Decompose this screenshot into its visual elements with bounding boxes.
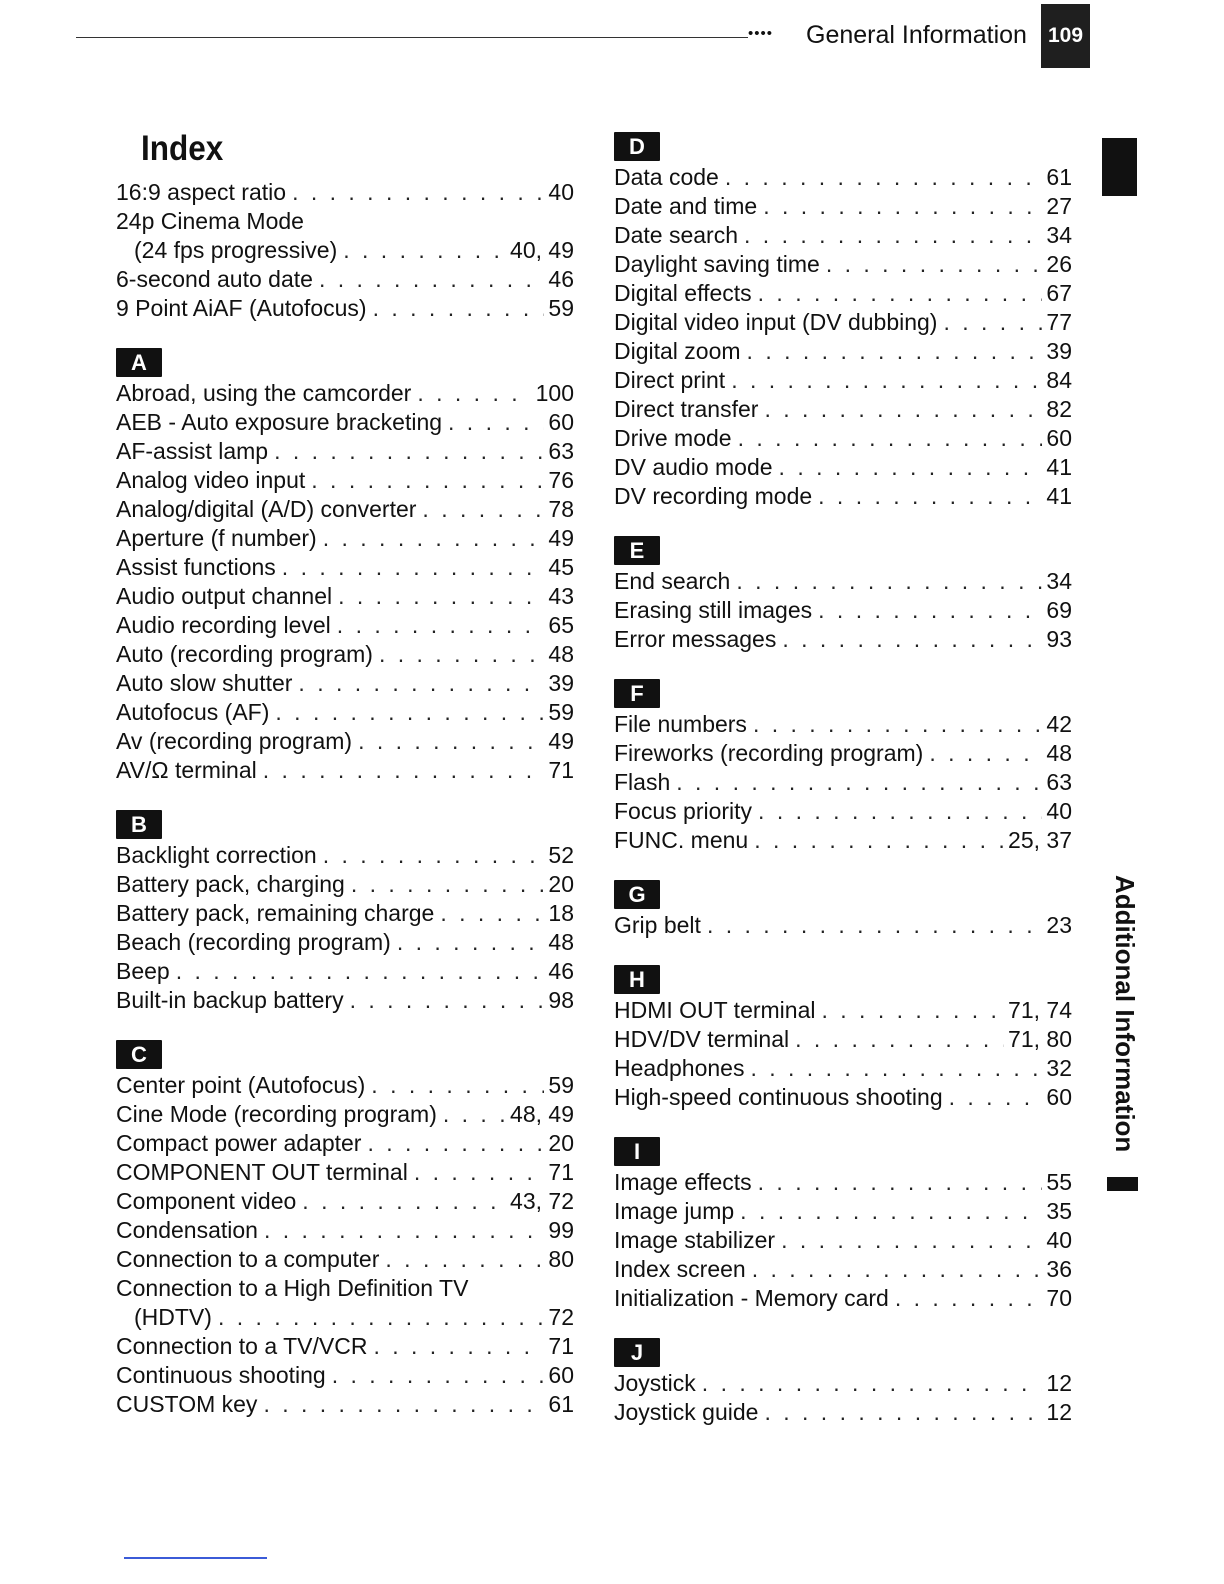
index-term: Analog video input — [116, 467, 306, 493]
index-entry — [116, 928, 574, 957]
index-page-ref: 59 — [548, 699, 574, 725]
index-entry — [116, 640, 574, 669]
index-term: Autofocus (AF) — [116, 699, 270, 725]
index-entry — [614, 221, 1072, 250]
index-page-ref: 60 — [548, 1362, 574, 1388]
index-page-ref: 70 — [1046, 1285, 1072, 1311]
index-entry — [614, 1255, 1072, 1284]
dot-leader — [417, 379, 531, 408]
index-entry — [116, 294, 574, 323]
index-entry — [116, 1332, 574, 1361]
dot-leader — [358, 727, 544, 756]
index-term: Assist functions — [116, 554, 276, 580]
index-page-ref: 82 — [1046, 396, 1072, 422]
dot-leader — [292, 178, 544, 207]
index-page-ref: 60 — [1046, 425, 1072, 451]
index-term: CUSTOM key — [116, 1391, 258, 1417]
index-entry: Connection to a High Definition TV — [116, 1275, 469, 1301]
index-right-column — [614, 128, 1072, 1427]
index-page-ref: 43, 72 — [510, 1188, 574, 1214]
index-term: Aperture (f number) — [116, 525, 317, 551]
page-number: 109 — [1041, 4, 1090, 68]
index-entry — [116, 1129, 574, 1158]
index-entry — [116, 1303, 574, 1332]
index-page-ref: 77 — [1046, 309, 1072, 335]
index-page-ref: 67 — [1046, 280, 1072, 306]
index-page-ref: 40 — [548, 179, 574, 205]
index-entry — [614, 424, 1072, 453]
index-page-ref: 59 — [548, 1072, 574, 1098]
index-term: Condensation — [116, 1217, 258, 1243]
index-page-ref: 49 — [548, 728, 574, 754]
dot-leader — [351, 870, 545, 899]
index-entry — [614, 163, 1072, 192]
index-term: Date and time — [614, 193, 758, 219]
dot-leader — [414, 1158, 545, 1187]
index-term: Battery pack, charging — [116, 871, 345, 897]
dot-leader — [263, 1390, 544, 1419]
dot-leader — [707, 911, 1042, 940]
dot-leader — [747, 337, 1043, 366]
index-term: Flash — [614, 769, 671, 795]
index-page-ref: 48 — [1046, 740, 1072, 766]
index-page-ref: 41 — [1046, 483, 1072, 509]
index-term: Abroad, using the camcorder — [116, 380, 412, 406]
index-term: Av (recording program) — [116, 728, 353, 754]
index-page-ref: 25, 37 — [1008, 827, 1072, 853]
index-term: Fireworks (recording program) — [614, 740, 924, 766]
index-page-ref: 52 — [548, 842, 574, 868]
index-page-ref: 12 — [1046, 1370, 1072, 1396]
index-term: Battery pack, remaining charge — [116, 900, 435, 926]
index-entry — [614, 395, 1072, 424]
index-title: Index — [141, 129, 224, 168]
index-page-ref: 34 — [1046, 222, 1072, 248]
edge-tab-end-marker — [1107, 1177, 1138, 1191]
index-entry — [116, 524, 574, 553]
index-entry — [116, 178, 574, 207]
section-letter-badge: D — [614, 132, 660, 161]
index-entry — [116, 756, 574, 785]
dot-leader — [385, 1245, 544, 1274]
index-page-ref: 36 — [1046, 1256, 1072, 1282]
dot-leader — [731, 366, 1042, 395]
index-term: FUNC. menu — [614, 827, 749, 853]
index-entry — [116, 408, 574, 437]
index-entry — [116, 553, 574, 582]
dot-leader — [319, 265, 544, 294]
index-term: DV recording mode — [614, 483, 813, 509]
index-page-ref: 20 — [548, 871, 574, 897]
index-page-ref: 46 — [548, 266, 574, 292]
index-page-ref: 76 — [548, 467, 574, 493]
index-entry — [116, 1187, 574, 1216]
index-entry — [614, 482, 1072, 511]
index-term: Audio output channel — [116, 583, 333, 609]
footer-rule — [124, 1557, 267, 1559]
index-term: AF-assist lamp — [116, 438, 269, 464]
index-entry — [614, 453, 1072, 482]
dot-leader — [949, 1083, 1043, 1112]
index-page-ref: 40 — [1046, 1227, 1072, 1253]
index-term: Index screen — [614, 1256, 746, 1282]
index-left-column — [116, 120, 574, 1419]
index-term: Date search — [614, 222, 739, 248]
index-page-ref: 84 — [1046, 367, 1072, 393]
dot-leader — [373, 1332, 544, 1361]
index-entry — [614, 1197, 1072, 1226]
index-entry — [614, 768, 1072, 797]
index-entry — [116, 495, 574, 524]
index-term: DV audio mode — [614, 454, 773, 480]
index-entry — [116, 379, 574, 408]
index-term: AV/Ω terminal — [116, 757, 257, 783]
dot-leader — [943, 308, 1042, 337]
index-page-ref: 23 — [1046, 912, 1072, 938]
index-page-ref: 26 — [1046, 251, 1072, 277]
index-entry — [116, 669, 574, 698]
header-dots: •••• — [748, 25, 774, 42]
index-term: HDMI OUT terminal — [614, 997, 816, 1023]
index-term: Initialization - Memory card — [614, 1285, 889, 1311]
index-term: Image stabilizer — [614, 1227, 776, 1253]
dot-leader — [752, 1255, 1043, 1284]
index-page-ref: 45 — [548, 554, 574, 580]
index-page-ref: 27 — [1046, 193, 1072, 219]
index-entry — [116, 265, 574, 294]
index-entry — [116, 870, 574, 899]
dot-leader — [676, 768, 1042, 797]
dot-leader — [337, 611, 545, 640]
dot-leader — [448, 408, 544, 437]
dot-leader — [379, 640, 544, 669]
index-term: Joystick — [614, 1370, 696, 1396]
index-page-ref: 99 — [548, 1217, 574, 1243]
dot-leader — [764, 1398, 1042, 1427]
index-entry — [614, 596, 1072, 625]
dot-leader — [758, 797, 1042, 826]
index-entry — [614, 308, 1072, 337]
index-term: Data code — [614, 164, 719, 190]
index-page-ref: 20 — [548, 1130, 574, 1156]
dot-leader — [323, 524, 545, 553]
index-term: Focus priority — [614, 798, 753, 824]
index-term: Analog/digital (A/D) converter — [116, 496, 417, 522]
header-title: General Information — [806, 21, 1027, 49]
dot-leader — [822, 996, 1005, 1025]
index-page-ref: 71 — [548, 1333, 574, 1359]
dot-leader — [332, 1361, 545, 1390]
dot-leader — [753, 710, 1042, 739]
index-term: Image effects — [614, 1169, 752, 1195]
index-term: Headphones — [614, 1055, 745, 1081]
dot-leader — [929, 739, 1042, 768]
index-page-ref: 98 — [548, 987, 574, 1013]
index-page-ref: 49 — [548, 525, 574, 551]
index-term: Direct print — [614, 367, 726, 393]
dot-leader — [443, 1100, 506, 1129]
dot-leader — [218, 1303, 544, 1332]
dot-leader — [779, 453, 1043, 482]
index-page-ref: 48 — [548, 929, 574, 955]
index-entry — [614, 739, 1072, 768]
index-page-ref: 61 — [1046, 164, 1072, 190]
dot-leader — [422, 495, 544, 524]
index-term: Backlight correction — [116, 842, 317, 868]
index-entry — [614, 1226, 1072, 1255]
index-entry — [116, 1071, 574, 1100]
index-entry — [614, 1168, 1072, 1197]
dot-leader — [764, 395, 1042, 424]
index-term: Digital effects — [614, 280, 752, 306]
index-term: Cine Mode (recording program) — [116, 1101, 437, 1127]
dot-leader — [264, 1216, 544, 1245]
index-entry: 24p Cinema Mode — [116, 208, 304, 234]
index-page-ref: 80 — [548, 1246, 574, 1272]
dot-leader — [274, 437, 544, 466]
index-entry — [116, 236, 574, 265]
index-entry — [116, 1100, 574, 1129]
index-term: File numbers — [614, 711, 747, 737]
index-term: Joystick guide — [614, 1399, 759, 1425]
index-entry — [614, 366, 1072, 395]
dot-leader — [736, 567, 1042, 596]
index-term: Auto slow shutter — [116, 670, 293, 696]
index-term: Image jump — [614, 1198, 735, 1224]
index-term: End search — [614, 568, 731, 594]
dot-leader — [350, 986, 545, 1015]
index-term: Connection to a computer — [116, 1246, 380, 1272]
dot-leader — [263, 756, 545, 785]
index-term: Built-in backup battery — [116, 987, 344, 1013]
index-term: Digital zoom — [614, 338, 741, 364]
dot-leader — [298, 669, 544, 698]
index-entry — [614, 1083, 1072, 1112]
dot-leader — [440, 899, 544, 928]
index-page-ref: 59 — [548, 295, 574, 321]
index-term: Beach (recording program) — [116, 929, 391, 955]
dot-leader — [323, 841, 545, 870]
index-term: Daylight saving time — [614, 251, 820, 277]
index-term: AEB - Auto exposure bracketing — [116, 409, 443, 435]
dot-leader — [758, 1168, 1043, 1197]
dot-leader — [744, 221, 1042, 250]
index-term: Direct transfer — [614, 396, 759, 422]
index-entry — [116, 698, 574, 727]
dot-leader — [367, 1129, 544, 1158]
index-term: HDV/DV terminal — [614, 1026, 790, 1052]
dot-leader — [758, 279, 1043, 308]
index-entry — [116, 437, 574, 466]
index-entry — [614, 1398, 1072, 1427]
index-entry — [614, 625, 1072, 654]
index-entry — [614, 826, 1072, 855]
index-entry — [116, 1390, 574, 1419]
index-entry — [614, 250, 1072, 279]
index-page-ref: 42 — [1046, 711, 1072, 737]
index-term: Auto (recording program) — [116, 641, 373, 667]
index-entry — [614, 192, 1072, 221]
index-term: Audio recording level — [116, 612, 331, 638]
index-page-ref: 71 — [548, 757, 574, 783]
index-page-ref: 46 — [548, 958, 574, 984]
index-entry — [614, 337, 1072, 366]
dot-leader — [795, 1025, 1004, 1054]
index-page-ref: 60 — [1046, 1084, 1072, 1110]
index-term: Connection to a TV/VCR — [116, 1333, 368, 1359]
dot-leader — [371, 1071, 544, 1100]
index-entry — [614, 710, 1072, 739]
index-term: Center point (Autofocus) — [116, 1072, 366, 1098]
dot-leader — [397, 928, 545, 957]
index-term: COMPONENT OUT terminal — [116, 1159, 408, 1185]
index-page-ref: 35 — [1046, 1198, 1072, 1224]
index-entry — [116, 841, 574, 870]
index-page-ref: 71 — [548, 1159, 574, 1185]
dot-leader — [343, 236, 506, 265]
index-term: 16:9 aspect ratio — [116, 179, 287, 205]
index-entry — [614, 1025, 1072, 1054]
dot-leader — [763, 192, 1042, 221]
index-entry — [116, 727, 574, 756]
index-entry — [614, 279, 1072, 308]
index-entry — [614, 996, 1072, 1025]
dot-leader — [740, 1197, 1042, 1226]
section-letter-badge: E — [614, 536, 660, 565]
dot-leader — [895, 1284, 1043, 1313]
index-page-ref: 71, 74 — [1008, 997, 1072, 1023]
index-page-ref: 72 — [548, 1304, 574, 1330]
section-letter-badge: I — [614, 1137, 660, 1166]
dot-leader — [818, 596, 1042, 625]
index-page-ref: 48, 49 — [510, 1101, 574, 1127]
index-page-ref: 60 — [548, 409, 574, 435]
dot-leader — [750, 1054, 1042, 1083]
dot-leader — [725, 163, 1043, 192]
index-page-ref: 32 — [1046, 1055, 1072, 1081]
index-term: Digital video input (DV dubbing) — [614, 309, 938, 335]
index-page-ref: 65 — [548, 612, 574, 638]
index-entry — [614, 797, 1072, 826]
index-term: 9 Point AiAF (Autofocus) — [116, 295, 367, 321]
dot-leader — [373, 294, 545, 323]
index-page-ref: 71, 80 — [1008, 1026, 1072, 1052]
index-page-ref: 40 — [1046, 798, 1072, 824]
index-page-ref: 39 — [1046, 338, 1072, 364]
index-page-ref: 69 — [1046, 597, 1072, 623]
section-letter-badge: G — [614, 880, 660, 909]
index-page-ref: 40, 49 — [510, 237, 574, 263]
index-term: Compact power adapter — [116, 1130, 362, 1156]
index-entry — [116, 466, 574, 495]
dot-leader — [738, 424, 1043, 453]
index-term: (HDTV) — [134, 1304, 212, 1330]
section-letter-badge: C — [116, 1040, 162, 1069]
index-page-ref: 93 — [1046, 626, 1072, 652]
section-letter-badge: H — [614, 965, 660, 994]
index-entry — [116, 957, 574, 986]
side-tab-label: Additional Information — [1110, 875, 1140, 1153]
index-page-ref: 18 — [548, 900, 574, 926]
dot-leader — [282, 553, 545, 582]
header-rule — [76, 37, 748, 38]
index-term: Grip belt — [614, 912, 701, 938]
section-letter-badge: F — [614, 679, 660, 708]
dot-leader — [302, 1187, 506, 1216]
dot-leader — [826, 250, 1043, 279]
index-entry — [116, 899, 574, 928]
dot-leader — [782, 625, 1042, 654]
section-letter-badge: J — [614, 1338, 660, 1367]
index-page-ref: 55 — [1046, 1169, 1072, 1195]
index-page-ref: 78 — [548, 496, 574, 522]
section-letter-badge: A — [116, 348, 162, 377]
index-entry — [614, 1054, 1072, 1083]
index-entry — [116, 1361, 574, 1390]
index-term: Continuous shooting — [116, 1362, 326, 1388]
index-page-ref: 39 — [548, 670, 574, 696]
index-term: Error messages — [614, 626, 777, 652]
index-term: Component video — [116, 1188, 297, 1214]
index-entry — [614, 1284, 1072, 1313]
dot-leader — [311, 466, 544, 495]
index-entry — [116, 582, 574, 611]
dot-leader — [818, 482, 1042, 511]
index-page-ref: 63 — [548, 438, 574, 464]
index-term: Beep — [116, 958, 170, 984]
index-page-ref: 34 — [1046, 568, 1072, 594]
index-page-ref: 43 — [548, 583, 574, 609]
dot-leader — [338, 582, 544, 611]
index-entry — [116, 986, 574, 1015]
index-entry — [116, 611, 574, 640]
index-term: Drive mode — [614, 425, 732, 451]
dot-leader — [754, 826, 1004, 855]
index-page-ref: 63 — [1046, 769, 1072, 795]
index-page-ref: 100 — [535, 380, 574, 406]
edge-tab-marker — [1102, 138, 1137, 196]
index-entry — [116, 1216, 574, 1245]
index-page-ref: 48 — [548, 641, 574, 667]
index-term: 6-second auto date — [116, 266, 313, 292]
dot-leader — [275, 698, 544, 727]
index-term: Erasing still images — [614, 597, 813, 623]
dot-leader — [176, 957, 545, 986]
index-term: High-speed continuous shooting — [614, 1084, 943, 1110]
index-page-ref: 41 — [1046, 454, 1072, 480]
index-entry — [116, 1158, 574, 1187]
index-entry — [614, 911, 1072, 940]
index-page-ref: 12 — [1046, 1399, 1072, 1425]
section-letter-badge: B — [116, 810, 162, 839]
index-term: (24 fps progressive) — [134, 237, 338, 263]
index-entry — [116, 1245, 574, 1274]
dot-leader — [781, 1226, 1042, 1255]
dot-leader — [702, 1369, 1043, 1398]
index-entry — [614, 1369, 1072, 1398]
index-entry — [614, 567, 1072, 596]
index-page-ref: 61 — [548, 1391, 574, 1417]
